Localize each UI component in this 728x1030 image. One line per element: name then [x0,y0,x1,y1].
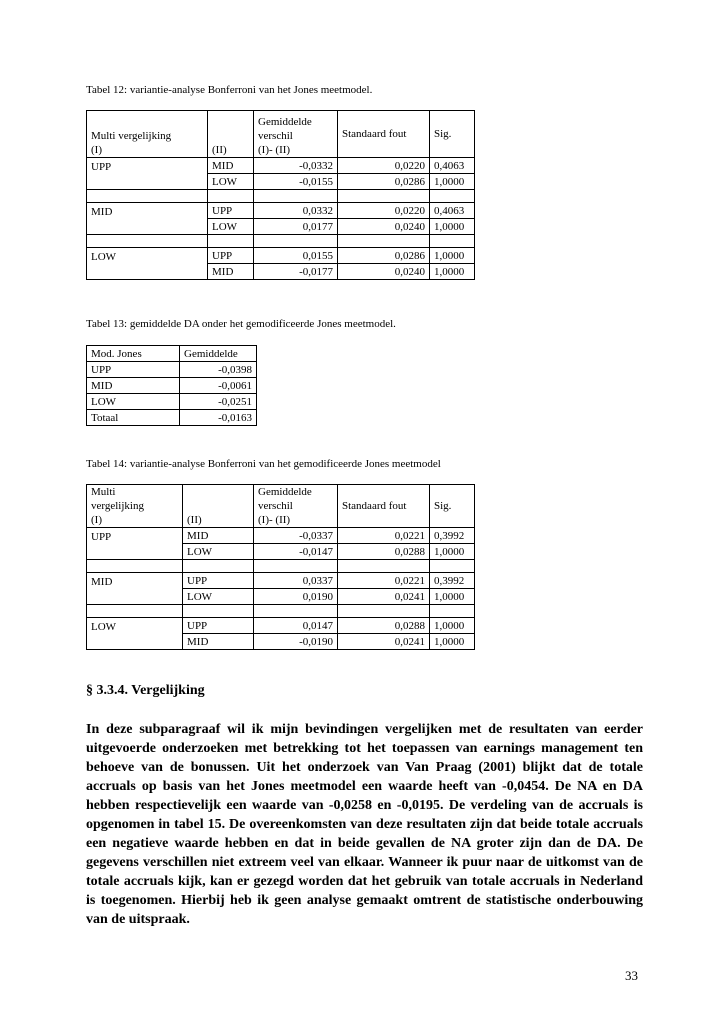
table-cell: 1,0000 [430,248,475,264]
table12-header-sig: Sig. [430,111,475,158]
table-row [87,219,475,235]
table14-header-sig: Sig. [430,485,475,528]
table-row [87,573,475,589]
table-cell: MID [87,378,180,394]
table-cell: 0,4063 [430,203,475,219]
table14-caption: Tabel 14: variantie-analyse Bonferroni van het gemodificeerde Jones meetmodel [86,458,441,470]
table-cell: UPP [208,248,254,264]
table-cell [87,544,183,560]
table-cell: 0,0220 [338,203,430,219]
table-row [87,378,257,394]
table14-header-multi: Multi vergelijking (I) [87,485,183,528]
table14 [86,484,475,650]
table12-header-gem: Gemiddelde verschil (I)- (II) [254,111,338,158]
table12-header-multi: Multi vergelijking (I) [87,111,208,158]
table13 [86,345,257,426]
table-row [87,158,475,174]
table-cell: 0,0288 [338,618,430,634]
table14-header-ii: (II) [183,485,254,528]
section-paragraph: In deze subparagraaf wil ik mijn bevindingen vergelijken met de resultaten van eerder uitgevoerde onderzoeken met betrekking tot het toepassen van earnings management ten behoeve van de bonussen. Uit het onderzoek van Van Praag (2001) blijkt dat de totale accruals op basis van het Jones meetmodel een waarde heeft van -0,0454. De NA en DA hebben respectievelijk een waarde van -0,0258 en -0,0195. De verdeling van de accruals is opgenomen in tabel 15. De overeenkomsten van deze resultaten zijn dat beide totale accruals een negatieve waarde hebben en dat in beide gevallen de NA groter zijn dan de DA. De gegevens verschillen niet extreem veel van elkaar. Wanneer ik puur naar de uitkomst van de totale accruals kijk, kan er gezegd worden dat het gebruik van totale accruals in Nederland is toegenomen. Hierbij heb ik geen analyse gemaakt omtrent de statistische onderbouwing van de uitspraak. [86,722,643,927]
table-row [87,174,475,190]
table-cell: 0,0286 [338,248,430,264]
table-cell: 1,0000 [430,589,475,605]
table-cell: MID [87,203,208,219]
table14-header-gem: Gemiddelde verschil (I)- (II) [254,485,338,528]
table-row [87,394,257,410]
table-cell: -0,0332 [254,158,338,174]
table-cell: 1,0000 [430,618,475,634]
table-cell: 0,0241 [338,589,430,605]
page-number: 33 [625,968,638,983]
table12-caption: Tabel 12: variantie-analyse Bonferroni van het Jones meetmodel. [86,84,373,96]
table-cell: MID [183,528,254,544]
table-cell: -0,0398 [180,362,257,378]
table-cell: UPP [183,618,254,634]
table-row [87,544,475,560]
table-cell: -0,0147 [254,544,338,560]
table-cell: 1,0000 [430,544,475,560]
table-cell: -0,0163 [180,410,257,426]
section-heading: § 3.3.4. Vergelijking [86,683,205,698]
table13-header-col2: Gemiddelde [180,346,257,362]
table-cell: UPP [87,158,208,174]
table-cell: 0,0240 [338,264,430,280]
table-row [87,203,475,219]
table-cell: 0,0155 [254,248,338,264]
table-row [87,634,475,650]
table-cell: 1,0000 [430,174,475,190]
table12-header-std: Standaard fout [338,111,430,158]
table-spacer-row [87,235,475,248]
table-cell: 0,4063 [430,158,475,174]
table-row [87,410,257,426]
table-spacer-row [87,605,475,618]
table12-header-row [87,111,475,158]
table-cell: LOW [87,618,183,634]
table12-header-ii: (II) [208,111,254,158]
table-cell: UPP [87,528,183,544]
table12 [86,110,475,280]
table-cell: MID [183,634,254,650]
table-cell: UPP [208,203,254,219]
table-cell: LOW [87,248,208,264]
table-cell: 0,0286 [338,174,430,190]
table-cell [87,264,208,280]
table-cell: LOW [208,219,254,235]
table-cell [87,634,183,650]
table-row [87,528,475,544]
table-row [87,264,475,280]
table14-header-row [87,485,475,528]
table-cell: -0,0337 [254,528,338,544]
table-cell: 0,0332 [254,203,338,219]
table-cell: 1,0000 [430,219,475,235]
table-cell: 0,3992 [430,528,475,544]
table-cell: LOW [183,544,254,560]
table-cell: 1,0000 [430,264,475,280]
table-cell: MID [87,573,183,589]
table-cell: 0,0220 [338,158,430,174]
table-cell: MID [208,158,254,174]
table-cell: UPP [183,573,254,589]
table-cell: -0,0190 [254,634,338,650]
table-row [87,362,257,378]
table-cell: 0,3992 [430,573,475,589]
table-cell: -0,0061 [180,378,257,394]
table-row [87,618,475,634]
table-cell [87,589,183,605]
table-row [87,589,475,605]
table-cell: 0,0177 [254,219,338,235]
table-cell: 0,0337 [254,573,338,589]
table-row [87,248,475,264]
table-cell: Totaal [87,410,180,426]
table-cell [87,174,208,190]
table-cell: MID [208,264,254,280]
table-cell: 0,0241 [338,634,430,650]
table14-header-std: Standaard fout [338,485,430,528]
table-cell: -0,0155 [254,174,338,190]
table-spacer-row [87,560,475,573]
table-cell: UPP [87,362,180,378]
table-cell: 0,0147 [254,618,338,634]
table-cell [87,219,208,235]
table-cell: LOW [87,394,180,410]
table-spacer-row [87,190,475,203]
table-cell: 1,0000 [430,634,475,650]
table-cell: 0,0240 [338,219,430,235]
table13-header-col1: Mod. Jones [87,346,180,362]
table-cell: LOW [208,174,254,190]
table-cell: 0,0221 [338,573,430,589]
table13-caption: Tabel 13: gemiddelde DA onder het gemodificeerde Jones meetmodel. [86,318,396,330]
table-cell: -0,0177 [254,264,338,280]
table13-header-row [87,346,257,362]
table-cell: -0,0251 [180,394,257,410]
table-cell: 0,0221 [338,528,430,544]
table-cell: LOW [183,589,254,605]
table-cell: 0,0288 [338,544,430,560]
table-cell: 0,0190 [254,589,338,605]
